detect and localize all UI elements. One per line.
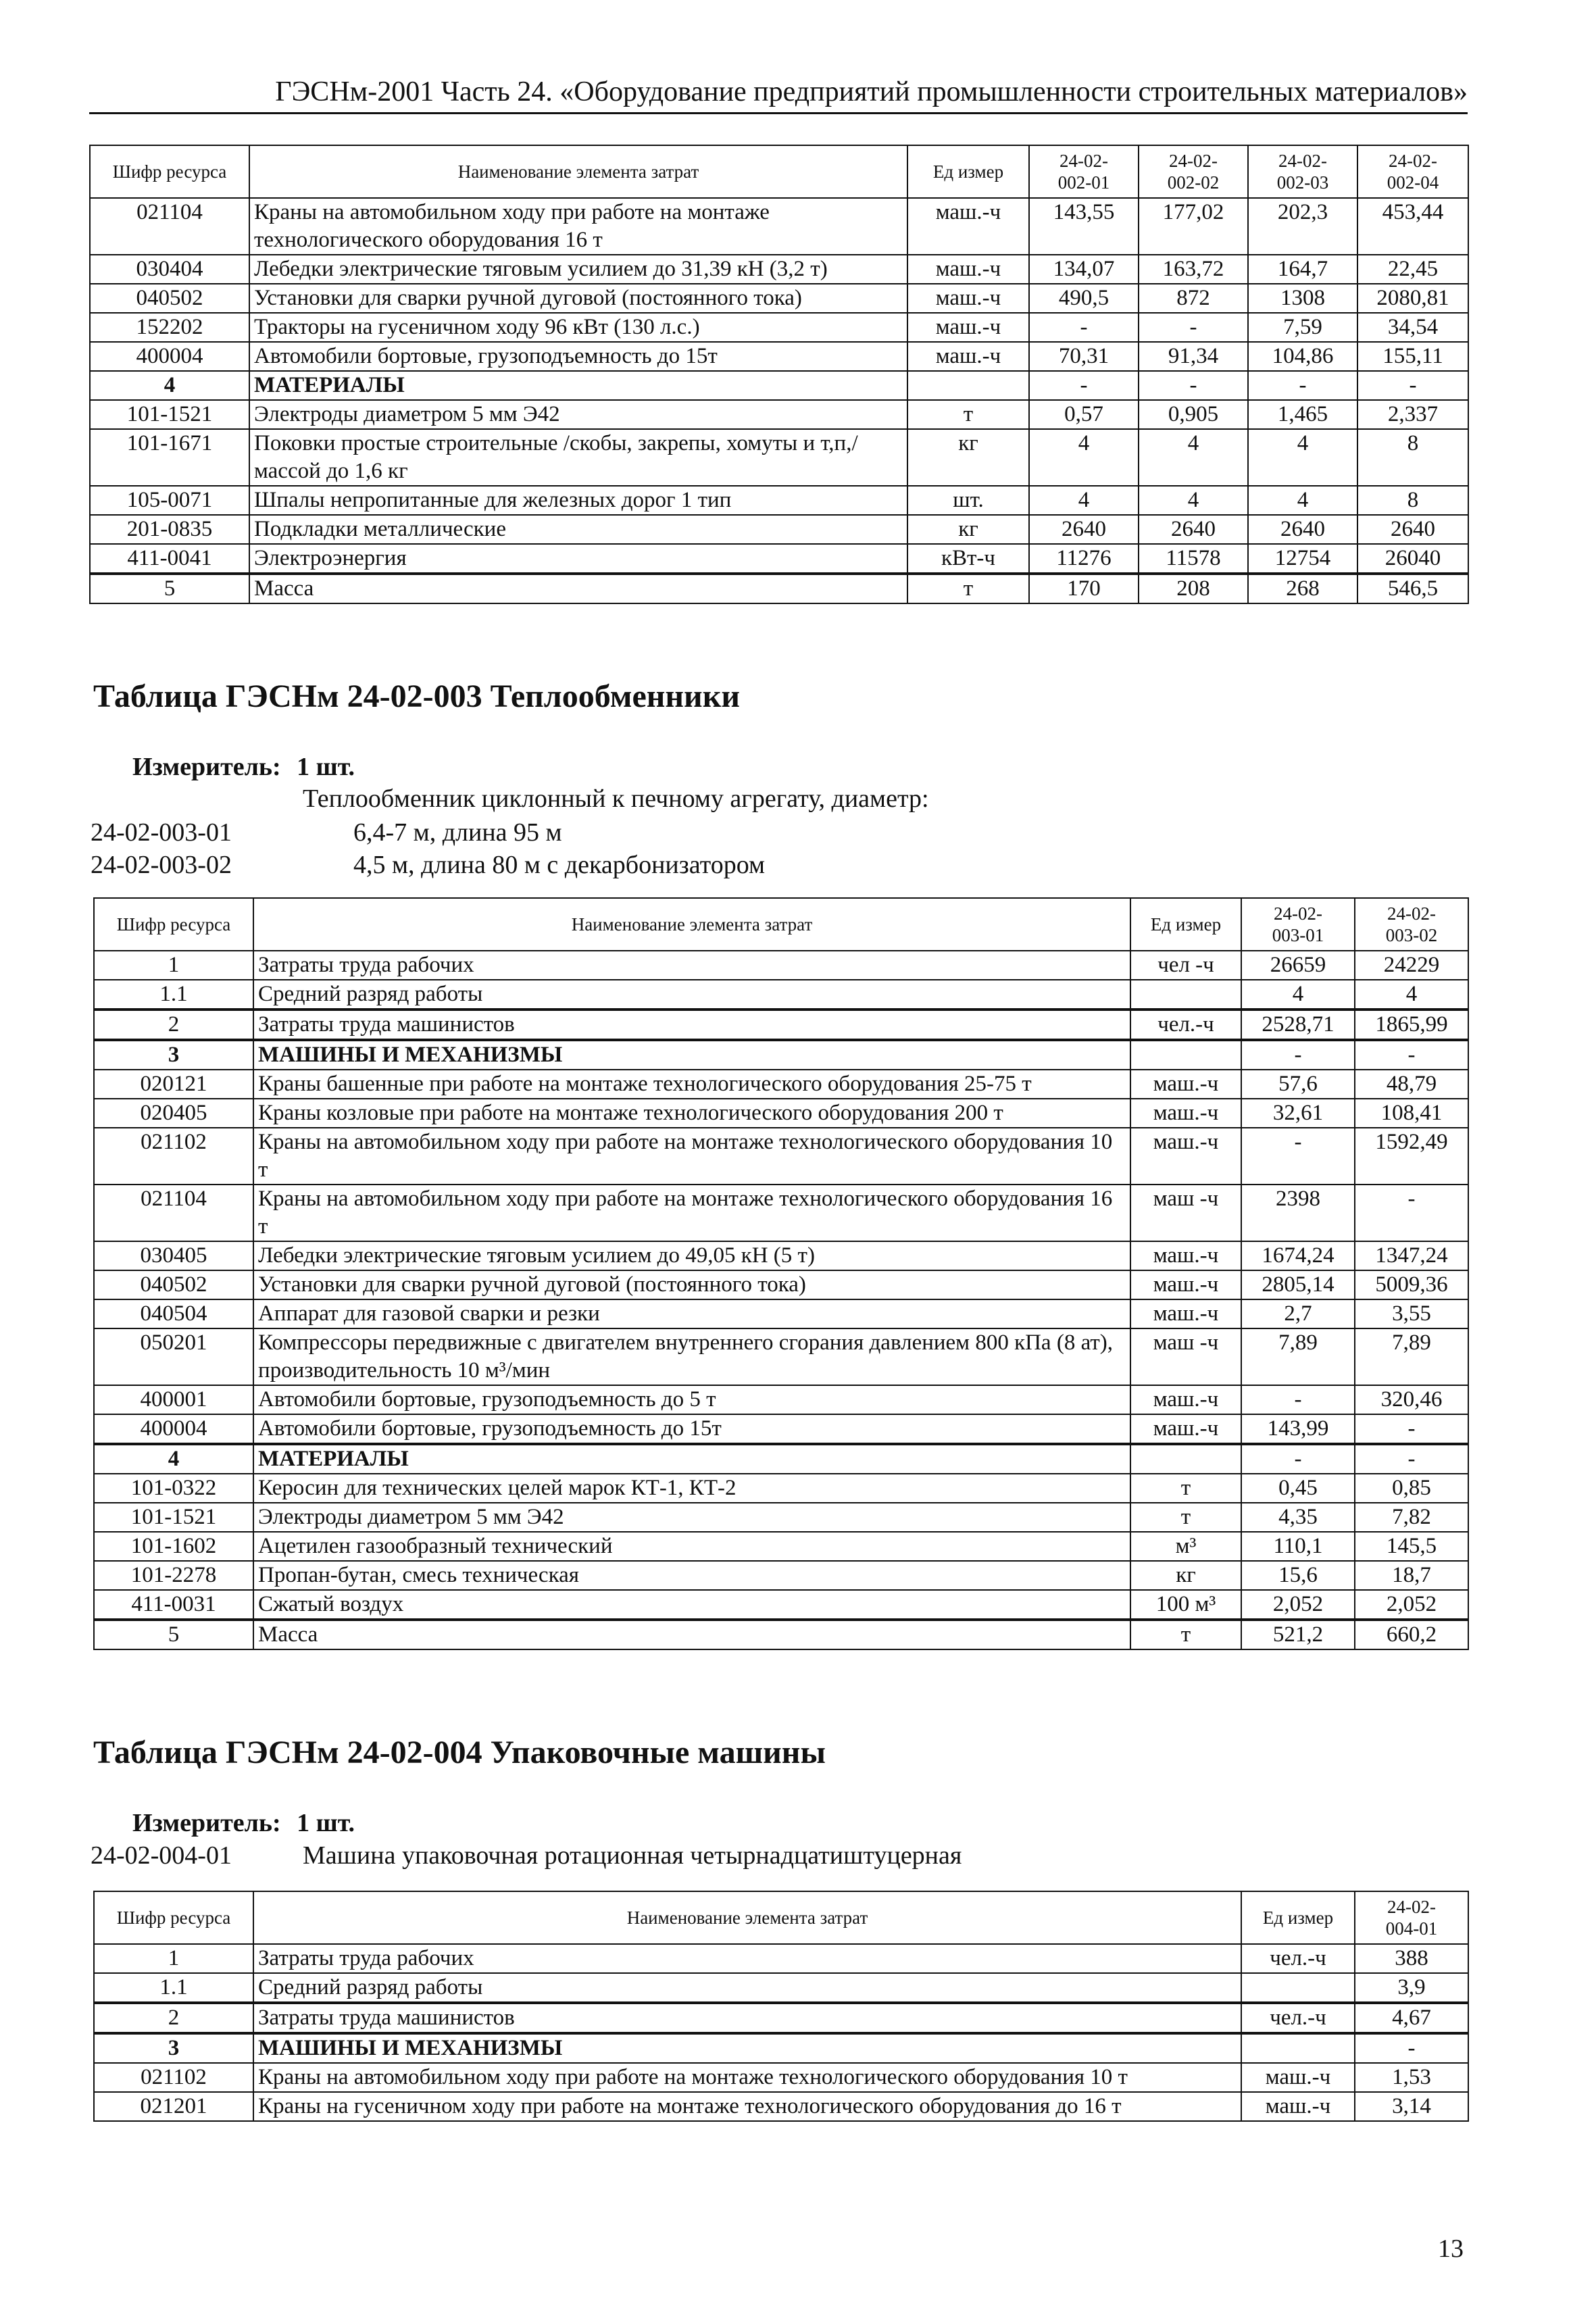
table-header-row (94, 1891, 1468, 1944)
column-header: 24-02- 004-01 (1355, 1891, 1468, 1944)
resource-code: 020121 (94, 1070, 253, 1099)
table-row (94, 1328, 1468, 1385)
unit: т (907, 574, 1029, 603)
resource-table-24-02-002 (89, 145, 1469, 604)
norm-value: 7,59 (1248, 313, 1357, 342)
table-row (94, 2092, 1468, 2121)
norm-value: - (1139, 371, 1248, 400)
norm-value: 57,6 (1241, 1070, 1355, 1099)
norm-value: 32,61 (1241, 1099, 1355, 1128)
cost-element-name: Краны башенные при работе на монтаже технологического оборудования 25-75 т (253, 1070, 1130, 1099)
unit: маш.-ч (907, 342, 1029, 371)
resource-code: 400004 (90, 342, 249, 371)
norm-value: 202,3 (1248, 198, 1357, 255)
cost-element-name: Керосин для технических целей марок КТ-1, КТ-2 (253, 1474, 1130, 1503)
column-header: Наименование элемента затрат (253, 898, 1130, 951)
unit (1130, 1040, 1241, 1070)
norm-value: 26659 (1241, 951, 1355, 980)
norm-value: 4 (1029, 429, 1139, 486)
cost-element-name: Краны на гусеничном ходу при работе на монтаже технологического оборудования до 16 т (253, 2092, 1241, 2121)
table-row (90, 198, 1468, 255)
norm-value: 2398 (1241, 1185, 1355, 1241)
unit: маш.-ч (1130, 1241, 1241, 1270)
resource-code: 105-0071 (90, 486, 249, 515)
norm-value: 546,5 (1357, 574, 1468, 603)
cost-element-name: Электроэнергия (249, 544, 907, 574)
table-row (94, 1099, 1468, 1128)
unit: маш.-ч (907, 284, 1029, 313)
norm-value: - (1355, 1444, 1468, 1474)
unit: 100 м³ (1130, 1590, 1241, 1620)
column-header: 24-02- 002-04 (1357, 145, 1468, 198)
table-row (94, 1944, 1468, 1973)
unit: маш.-ч (1130, 1414, 1241, 1444)
table-row (94, 2063, 1468, 2092)
norm-value: 660,2 (1355, 1620, 1468, 1649)
norm-value: 145,5 (1355, 1532, 1468, 1561)
norm-value: 110,1 (1241, 1532, 1355, 1561)
cost-element-name: Краны на автомобильном ходу при работе на монтаже технологического оборудования 16 т (253, 1185, 1130, 1241)
cost-element-name: Электроды диаметром 5 мм Э42 (253, 1503, 1130, 1532)
table-row (94, 1474, 1468, 1503)
cost-element-name: Средний разряд работы (253, 980, 1130, 1010)
section-row (94, 1040, 1468, 1070)
resource-code: 101-0322 (94, 1474, 253, 1503)
norm-value: - (1241, 1128, 1355, 1185)
cost-element-name: Автомобили бортовые, грузоподъемность до 15т (249, 342, 907, 371)
norm-value: - (1355, 2033, 1468, 2063)
resource-code: 020405 (94, 1099, 253, 1128)
norm-value: 70,31 (1029, 342, 1139, 371)
cost-element-name: Электроды диаметром 5 мм Э42 (249, 400, 907, 429)
norm-value: 7,89 (1355, 1328, 1468, 1385)
column-header: Ед измер (1241, 1891, 1355, 1944)
resource-code: 101-2278 (94, 1561, 253, 1590)
resource-code: 021102 (94, 2063, 253, 2092)
column-header: 24-02- 002-02 (1139, 145, 1248, 198)
unit: маш.-ч (907, 313, 1029, 342)
unit: кг (907, 515, 1029, 544)
unit: кг (1130, 1561, 1241, 1590)
column-header: Наименование элемента затрат (253, 1891, 1241, 1944)
norm-value: 4 (1139, 486, 1248, 515)
resource-code: 021104 (94, 1185, 253, 1241)
unit: маш.-ч (1130, 1070, 1241, 1099)
norm-value: - (1139, 313, 1248, 342)
column-header: 24-02- 003-02 (1355, 898, 1468, 951)
cost-element-name: Лебедки электрические тяговым усилием до 49,05 кН (5 т) (253, 1241, 1130, 1270)
cost-element-name: Затраты труда машинистов (253, 1010, 1130, 1040)
norm-value: 0,57 (1029, 400, 1139, 429)
table-header-row (94, 898, 1468, 951)
norm-value: 5009,36 (1355, 1270, 1468, 1299)
norm-value: 2,052 (1241, 1590, 1355, 1620)
norm-value: 2640 (1139, 515, 1248, 544)
norm-value: 0,45 (1241, 1474, 1355, 1503)
column-header: Ед измер (1130, 898, 1241, 951)
item-code: 24-02-003-02 (91, 851, 232, 879)
table-row (94, 1532, 1468, 1561)
resource-code: 5 (90, 574, 249, 603)
item-text: 4,5 м, длина 80 м с декарбонизатором (353, 851, 766, 879)
norm-value: 104,86 (1248, 342, 1357, 371)
norm-value: 164,7 (1248, 255, 1357, 284)
norm-value: 2,337 (1357, 400, 1468, 429)
unit: т (1130, 1620, 1241, 1649)
norm-value: 34,54 (1357, 313, 1468, 342)
cost-element-name: Поковки простые строительные /скобы, закрепы, хомуты и т,п,/ массой до 1,6 кг (249, 429, 907, 486)
norm-value: 1592,49 (1355, 1128, 1468, 1185)
unit: кВт-ч (907, 544, 1029, 574)
resource-code: 030404 (90, 255, 249, 284)
section-row (94, 1444, 1468, 1474)
unit: чел.-ч (1241, 2003, 1355, 2033)
table-row (90, 515, 1468, 544)
table-row (94, 1590, 1468, 1620)
table-row (90, 544, 1468, 574)
norm-value: 1865,99 (1355, 1010, 1468, 1040)
norm-value: 4,35 (1241, 1503, 1355, 1532)
table-row (94, 1503, 1468, 1532)
cost-element-name: МАШИНЫ И МЕХАНИЗМЫ (253, 1040, 1130, 1070)
norm-value: 208 (1139, 574, 1248, 603)
resource-code: 101-1521 (94, 1503, 253, 1532)
column-header: 24-02- 002-03 (1248, 145, 1357, 198)
unit: чел.-ч (1241, 1944, 1355, 1973)
table-row (94, 1620, 1468, 1649)
resource-code: 101-1521 (90, 400, 249, 429)
unit: чел.-ч (1130, 1010, 1241, 1040)
measure-line (132, 752, 355, 782)
column-header: Ед измер (907, 145, 1029, 198)
unit: маш -ч (1130, 1185, 1241, 1241)
norm-value: 2080,81 (1357, 284, 1468, 313)
norm-value: 1,53 (1355, 2063, 1468, 2092)
norm-value: 7,82 (1355, 1503, 1468, 1532)
page-number: 13 (1438, 2235, 1464, 2263)
resource-code: 4 (90, 371, 249, 400)
norm-value: 12754 (1248, 544, 1357, 574)
norm-value: - (1241, 1444, 1355, 1474)
unit (1130, 980, 1241, 1010)
cost-element-name: МАТЕРИАЛЫ (249, 371, 907, 400)
cost-element-name: Затраты труда машинистов (253, 2003, 1241, 2033)
norm-value: 134,07 (1029, 255, 1139, 284)
norm-value: - (1357, 371, 1468, 400)
norm-value: 453,44 (1357, 198, 1468, 255)
cost-element-name: Ацетилен газообразный технический (253, 1532, 1130, 1561)
unit: м³ (1130, 1532, 1241, 1561)
unit: маш.-ч (1130, 1299, 1241, 1328)
unit: т (1130, 1474, 1241, 1503)
norm-value: 8 (1357, 486, 1468, 515)
norm-value: - (1241, 1385, 1355, 1414)
cost-element-name: Автомобили бортовые, грузоподъемность до 15т (253, 1414, 1130, 1444)
norm-value: 0,905 (1139, 400, 1248, 429)
table-row (94, 1241, 1468, 1270)
norm-value: 4 (1139, 429, 1248, 486)
table-row (90, 429, 1468, 486)
resource-code: 050201 (94, 1328, 253, 1385)
cost-element-name: МАТЕРИАЛЫ (253, 1444, 1130, 1474)
table-row (94, 1185, 1468, 1241)
norm-value: - (1355, 1040, 1468, 1070)
resource-code: 101-1602 (94, 1532, 253, 1561)
intro-text: Теплообменник циклонный к печному агрегату, диаметр: (303, 785, 929, 813)
cost-element-name: Аппарат для газовой сварки и резки (253, 1299, 1130, 1328)
norm-value: 24229 (1355, 951, 1468, 980)
section-title-24-02-004: Таблица ГЭСНм 24-02-004 Упаковочные машины (93, 1735, 826, 1770)
cost-element-name: Установки для сварки ручной дуговой (постоянного тока) (253, 1270, 1130, 1299)
measure-label: Измеритель: (132, 1809, 281, 1837)
resource-code: 3 (94, 1040, 253, 1070)
unit: маш -ч (1130, 1328, 1241, 1385)
norm-value: - (1029, 371, 1139, 400)
norm-value: 2805,14 (1241, 1270, 1355, 1299)
resource-code: 101-1671 (90, 429, 249, 486)
norm-value: 2528,71 (1241, 1010, 1355, 1040)
resource-code: 400001 (94, 1385, 253, 1414)
cost-element-name: МАШИНЫ И МЕХАНИЗМЫ (253, 2033, 1241, 2063)
norm-value: 4 (1241, 980, 1355, 1010)
norm-value: 3,55 (1355, 1299, 1468, 1328)
resource-table-24-02-004 (93, 1891, 1469, 2122)
norm-value: 872 (1139, 284, 1248, 313)
norm-value: 388 (1355, 1944, 1468, 1973)
section-row (90, 371, 1468, 400)
table-row (94, 1385, 1468, 1414)
resource-code: 1.1 (94, 1973, 253, 2003)
unit (907, 371, 1029, 400)
table-row (94, 1973, 1468, 2003)
resource-code: 040502 (94, 1270, 253, 1299)
unit: маш.-ч (1130, 1128, 1241, 1185)
norm-value: 155,11 (1357, 342, 1468, 371)
table-row (90, 342, 1468, 371)
norm-value: 490,5 (1029, 284, 1139, 313)
resource-code: 411-0041 (90, 544, 249, 574)
table-row (94, 1414, 1468, 1444)
table-row (94, 2003, 1468, 2033)
norm-value: 3,9 (1355, 1973, 1468, 2003)
norm-value: 177,02 (1139, 198, 1248, 255)
cost-element-name: Компрессоры передвижные с двигателем внутреннего сгорания давлением 800 кПа (8 ат), производительность 10 м³/мин (253, 1328, 1130, 1385)
norm-value: 48,79 (1355, 1070, 1468, 1099)
norm-value: 11578 (1139, 544, 1248, 574)
item-code: 24-02-003-01 (91, 818, 232, 847)
norm-value: 320,46 (1355, 1385, 1468, 1414)
column-header: 24-02- 003-01 (1241, 898, 1355, 951)
column-header: Наименование элемента затрат (249, 145, 907, 198)
resource-code: 1 (94, 1944, 253, 1973)
cost-element-name: Подкладки металлические (249, 515, 907, 544)
norm-value: 15,6 (1241, 1561, 1355, 1590)
norm-value: 91,34 (1139, 342, 1248, 371)
unit: маш.-ч (1241, 2063, 1355, 2092)
norm-value: 7,89 (1241, 1328, 1355, 1385)
cost-element-name: Краны козловые при работе на монтаже технологического оборудования 200 т (253, 1099, 1130, 1128)
norm-value: 8 (1357, 429, 1468, 486)
unit (1130, 1444, 1241, 1474)
item-code: 24-02-004-01 (91, 1841, 232, 1870)
unit: маш.-ч (907, 198, 1029, 255)
norm-value: 18,7 (1355, 1561, 1468, 1590)
norm-value: 4 (1248, 429, 1357, 486)
cost-element-name: Затраты труда рабочих (253, 951, 1130, 980)
unit: кг (907, 429, 1029, 486)
cost-element-name: Масса (253, 1620, 1130, 1649)
norm-value: - (1241, 1040, 1355, 1070)
resource-code: 1 (94, 951, 253, 980)
norm-value: 0,85 (1355, 1474, 1468, 1503)
table-row (90, 400, 1468, 429)
unit: чел -ч (1130, 951, 1241, 980)
cost-element-name: Автомобили бортовые, грузоподъемность до 5 т (253, 1385, 1130, 1414)
norm-value: - (1248, 371, 1357, 400)
norm-value: 4,67 (1355, 2003, 1468, 2033)
resource-code: 021104 (90, 198, 249, 255)
resource-code: 030405 (94, 1241, 253, 1270)
unit: маш.-ч (907, 255, 1029, 284)
table-row (94, 951, 1468, 980)
unit (1241, 2033, 1355, 2063)
cost-element-name: Пропан-бутан, смесь техническая (253, 1561, 1130, 1590)
table-row (90, 255, 1468, 284)
norm-value: 521,2 (1241, 1620, 1355, 1649)
unit: маш.-ч (1241, 2092, 1355, 2121)
measure-label: Измеритель: (132, 753, 281, 781)
norm-value: 2,7 (1241, 1299, 1355, 1328)
unit: шт. (907, 486, 1029, 515)
resource-code: 040502 (90, 284, 249, 313)
resource-code: 2 (94, 2003, 253, 2033)
cost-element-name: Тракторы на гусеничном ходу 96 кВт (130 л.с.) (249, 313, 907, 342)
norm-value: 2,052 (1355, 1590, 1468, 1620)
resource-code: 201-0835 (90, 515, 249, 544)
unit: маш.-ч (1130, 1099, 1241, 1128)
resource-code: 4 (94, 1444, 253, 1474)
cost-element-name: Шпалы непропитанные для железных дорог 1 тип (249, 486, 907, 515)
cost-element-name: Краны на автомобильном ходу при работе на монтаже технологического оборудования 10 т (253, 1128, 1130, 1185)
norm-value: 1,465 (1248, 400, 1357, 429)
cost-element-name: Масса (249, 574, 907, 603)
norm-value: - (1029, 313, 1139, 342)
resource-code: 021201 (94, 2092, 253, 2121)
unit: маш.-ч (1130, 1270, 1241, 1299)
table-row (94, 980, 1468, 1010)
norm-value: 4 (1029, 486, 1139, 515)
column-header: Шифр ресурса (94, 898, 253, 951)
table-row (90, 284, 1468, 313)
resource-code: 3 (94, 2033, 253, 2063)
norm-value: 1674,24 (1241, 1241, 1355, 1270)
norm-value: 3,14 (1355, 2092, 1468, 2121)
page-header: ГЭСНм-2001 Часть 24. «Оборудование предприятий промышленности строительных материалов» (89, 76, 1468, 114)
table-row (90, 486, 1468, 515)
norm-value: 163,72 (1139, 255, 1248, 284)
table-header-row (90, 145, 1468, 198)
cost-element-name: Краны на автомобильном ходу при работе на монтаже технологического оборудования 16 т (249, 198, 907, 255)
resource-code: 411-0031 (94, 1590, 253, 1620)
column-header: 24-02- 002-01 (1029, 145, 1139, 198)
norm-value: 4 (1355, 980, 1468, 1010)
norm-value: 108,41 (1355, 1099, 1468, 1128)
unit: маш.-ч (1130, 1385, 1241, 1414)
table-row (94, 1270, 1468, 1299)
cost-element-name: Затраты труда рабочих (253, 1944, 1241, 1973)
measure-value: 1 шт. (297, 1809, 355, 1837)
table-row (94, 1561, 1468, 1590)
norm-value: 11276 (1029, 544, 1139, 574)
norm-value: 1308 (1248, 284, 1357, 313)
cost-element-name: Средний разряд работы (253, 1973, 1241, 2003)
resource-code: 040504 (94, 1299, 253, 1328)
cost-element-name: Лебедки электрические тяговым усилием до 31,39 кН (3,2 т) (249, 255, 907, 284)
resource-code: 152202 (90, 313, 249, 342)
table-row (94, 1010, 1468, 1040)
unit: т (907, 400, 1029, 429)
resource-code: 1.1 (94, 980, 253, 1010)
norm-value: 4 (1248, 486, 1357, 515)
norm-value: 2640 (1357, 515, 1468, 544)
table-row (94, 1070, 1468, 1099)
resource-code: 400004 (94, 1414, 253, 1444)
norm-value: 1347,24 (1355, 1241, 1468, 1270)
table-row (90, 313, 1468, 342)
norm-value: - (1355, 1414, 1468, 1444)
norm-value: 170 (1029, 574, 1139, 603)
norm-value: - (1355, 1185, 1468, 1241)
column-header: Шифр ресурса (90, 145, 249, 198)
resource-table-24-02-003 (93, 897, 1469, 1650)
item-text: Машина упаковочная ротационная четырнадцатиштуцерная (303, 1841, 962, 1870)
table-row (94, 1128, 1468, 1185)
section-title-24-02-003: Таблица ГЭСНм 24-02-003 Теплообменники (93, 678, 741, 714)
cost-element-name: Краны на автомобильном ходу при работе на монтаже технологического оборудования 10 т (253, 2063, 1241, 2092)
norm-value: 143,99 (1241, 1414, 1355, 1444)
cost-element-name: Установки для сварки ручной дуговой (постоянного тока) (249, 284, 907, 313)
resource-code: 2 (94, 1010, 253, 1040)
unit (1241, 1973, 1355, 2003)
unit: т (1130, 1503, 1241, 1532)
norm-value: 26040 (1357, 544, 1468, 574)
resource-code: 021102 (94, 1128, 253, 1185)
measure-line (132, 1808, 355, 1838)
norm-value: 22,45 (1357, 255, 1468, 284)
norm-value: 268 (1248, 574, 1357, 603)
table-row (94, 1299, 1468, 1328)
resource-code: 5 (94, 1620, 253, 1649)
table-row (90, 574, 1468, 603)
norm-value: 143,55 (1029, 198, 1139, 255)
section-row (94, 2033, 1468, 2063)
column-header: Шифр ресурса (94, 1891, 253, 1944)
item-text: 6,4-7 м, длина 95 м (353, 818, 562, 847)
measure-value: 1 шт. (297, 753, 355, 781)
norm-value: 2640 (1248, 515, 1357, 544)
norm-value: 2640 (1029, 515, 1139, 544)
cost-element-name: Сжатый воздух (253, 1590, 1130, 1620)
